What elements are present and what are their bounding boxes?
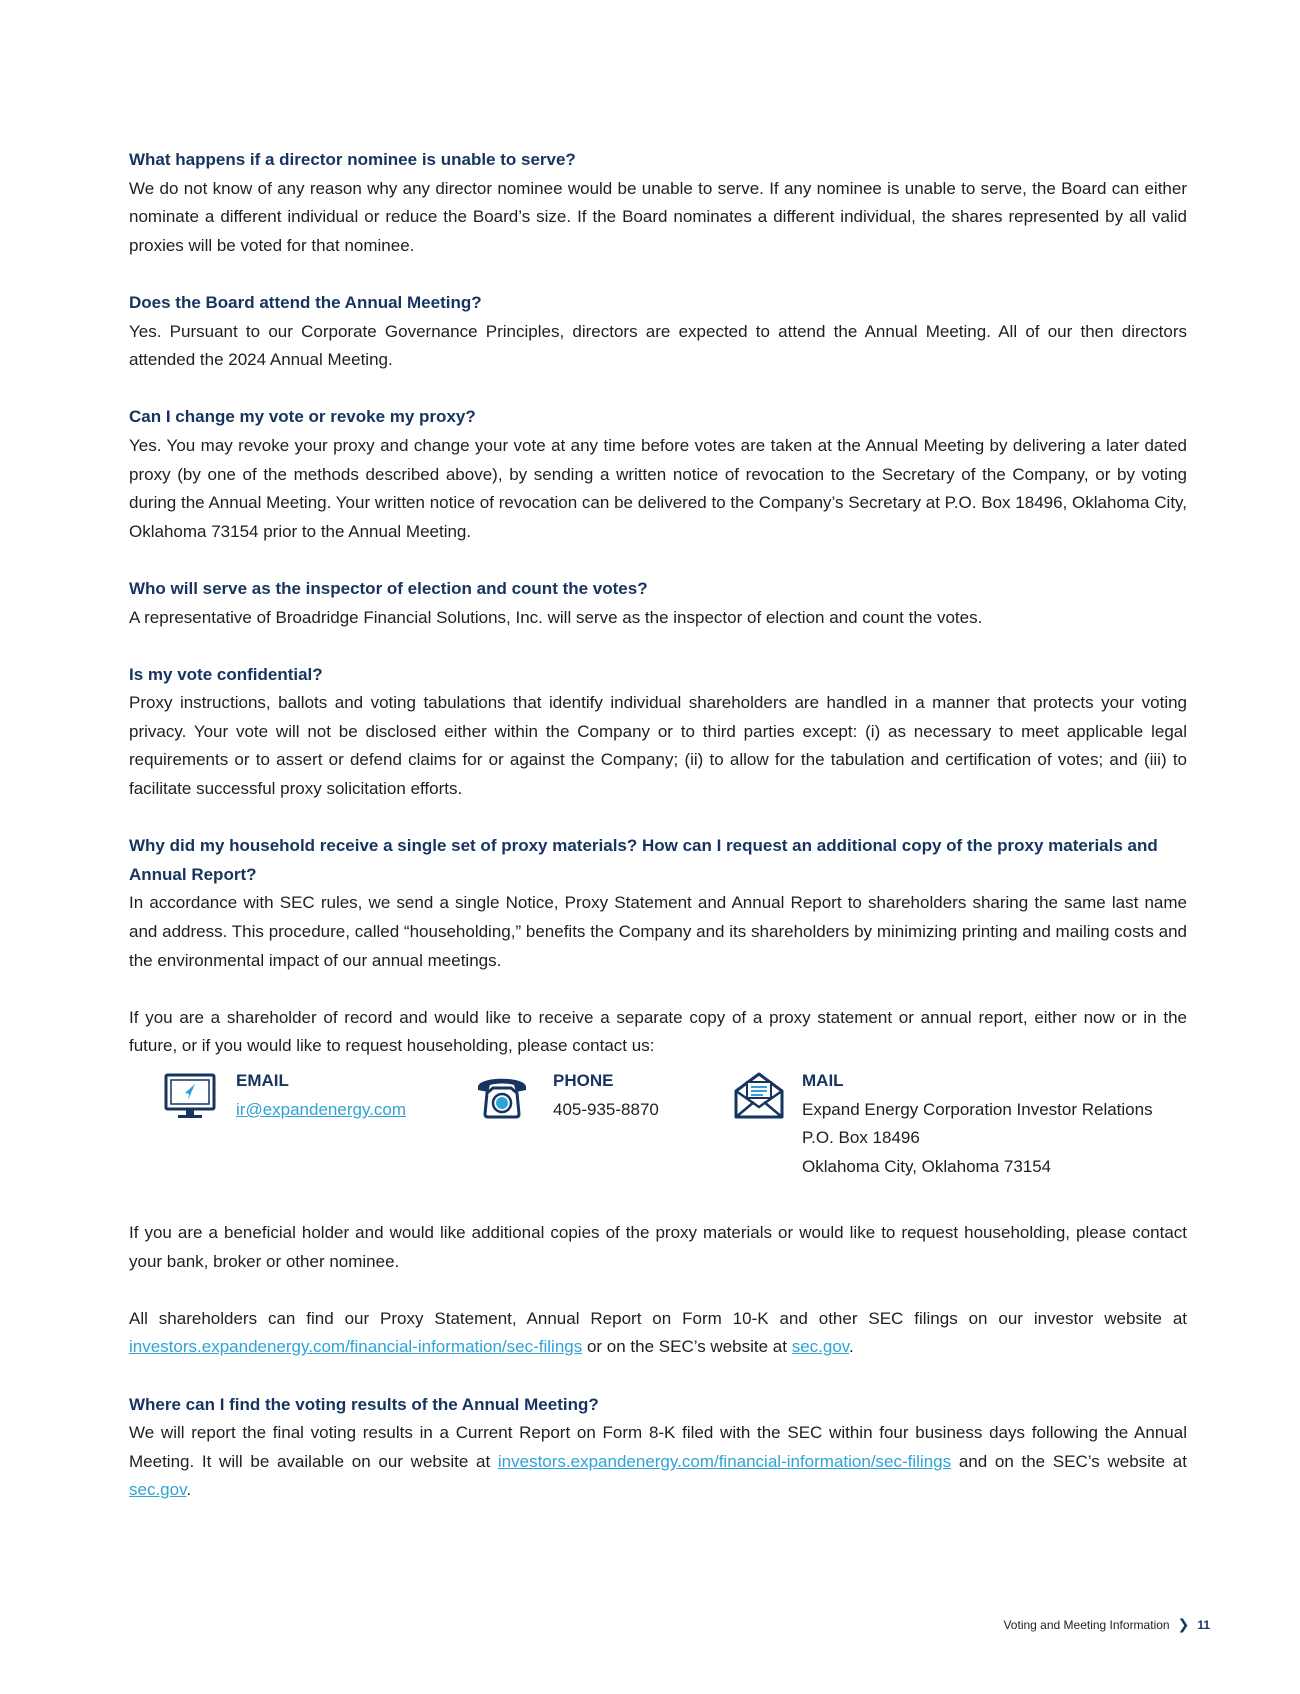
computer-monitor-icon <box>164 1073 216 1121</box>
faq-nominee <box>129 146 1187 260</box>
question-heading: Who will serve as the inspector of election and count the votes? <box>129 578 648 598</box>
telephone-icon <box>475 1071 529 1119</box>
mail-address-line: P.O. Box 18496 <box>802 1128 920 1148</box>
answer-text: A representative of Broadridge Financial Solutions, Inc. will serve as the inspector of election and count the votes. <box>129 607 983 627</box>
answer-text: In accordance with SEC rules, we send a single Notice, Proxy Statement and Annual Report to shareholders sharing the same last name and address. This procedure, called “householding,” benefits the Company and its shareholders by minimizing printing and mailing costs and the environmental impact of our annual meetings. <box>129 893 1187 970</box>
question-heading: Can I change my vote or revoke my proxy? <box>129 407 476 427</box>
contact-email <box>236 1067 406 1124</box>
sec-filings-paragraph: All shareholders can find our Proxy Statement, Annual Report on Form 10-K and other SEC filings on our investor website at investors.expandenergy.com/financial-information/sec-filings or on the SEC’s website at sec.gov. <box>129 1308 1187 1357</box>
answer-text: We do not know of any reason why any director nominee would be unable to serve. If any nominee is unable to serve, the Board can either nominate a different individual or reduce the Board’s size. If the Board nominates a different individual, the shares represented by all valid proxies will be voted for that nominee. <box>129 178 1187 255</box>
question-heading: Does the Board attend the Annual Meeting? <box>129 292 482 312</box>
answer-text: Proxy instructions, ballots and voting tabulations that identify individual shareholders are handled in a manner that protects your voting privacy. Your vote will not be disclosed either within the Company or to third parties except: (i) as necessary to meet applicable legal requirements or to assert or defend claims for or against the Company; (ii) to allow for the tabulation and certification of votes; and (iii) to facilitate successful proxy solicitation efforts. <box>129 693 1187 799</box>
beneficial-holder-text: If you are a beneficial holder and would like additional copies of the proxy materials or would like to request householding, please contact your bank, broker or other nominee. <box>129 1223 1187 1271</box>
faq-board-attendance <box>129 289 1187 375</box>
phone-number: 405-935-8870 <box>553 1099 659 1119</box>
investor-website-link[interactable]: investors.expandenergy.com/financial-information/sec-filings <box>497 1451 952 1471</box>
answer-text: Yes. You may revoke your proxy and change your vote at any time before votes are taken at the Annual Meeting by delivering a later dated proxy (by one of the methods described above), by sending a written notice of revocation to the Secretary of the Company, or by voting during the Annual Meeting. Your written notice of revocation can be delivered to the Company’s Secretary at P.O. Box 18496, Oklahoma City, Oklahoma 73154 prior to the Annual Meeting. <box>129 435 1187 541</box>
faq-revoke-proxy <box>129 403 1187 546</box>
question-heading: Where can I find the voting results of the Annual Meeting? <box>129 1394 599 1414</box>
mail-address-line: Oklahoma City, Oklahoma 73154 <box>802 1156 1052 1176</box>
question-heading: What happens if a director nominee is unable to serve? <box>129 150 576 169</box>
email-link[interactable]: ir@expandenergy.com <box>236 1099 407 1119</box>
faq-inspector <box>129 575 1187 632</box>
mail-address-line: Expand Energy Corporation Investor Relations <box>802 1099 1153 1119</box>
page-footer <box>1003 1616 1210 1633</box>
investor-website-link[interactable]: investors.expandenergy.com/financial-information/sec-filings <box>129 1337 583 1357</box>
answer-text: Yes. Pursuant to our Corporate Governance Principles, directors are expected to attend the Annual Meeting. All of our then directors attended the 2024 Annual Meeting. <box>129 321 1187 370</box>
mail-label: MAIL <box>802 1071 844 1090</box>
faq-voting-results <box>129 1391 1187 1505</box>
sec-gov-link[interactable]: sec.gov <box>129 1480 187 1500</box>
page-number: 11 <box>1197 1617 1210 1632</box>
sec-gov-link[interactable]: sec.gov <box>791 1337 850 1357</box>
footer-section-title: Voting and Meeting Information <box>1003 1617 1170 1632</box>
contact-phone <box>553 1067 659 1124</box>
envelope-icon <box>733 1071 785 1121</box>
chevron-right-icon: ❯ <box>1177 1616 1190 1632</box>
phone-label: PHONE <box>553 1071 614 1090</box>
faq-householding <box>129 832 1187 1061</box>
question-heading: Why did my household receive a single set of proxy materials? How can I request an additional copy of the proxy materials and Annual Report? <box>129 836 1158 884</box>
faq-confidential <box>129 661 1187 804</box>
answer-text: We will report the final voting results in a Current Report on Form 8-K filed with the SEC within four business days following the Annual Meeting. It will be available on our website at investors.expandenergy.com/financial-information/sec-filings and on the SEC’s website at sec.gov. <box>129 1423 1187 1500</box>
page-content <box>129 146 1187 1505</box>
question-heading: Is my vote confidential? <box>129 664 323 684</box>
contact-mail <box>802 1067 1153 1181</box>
email-label: EMAIL <box>236 1071 289 1090</box>
answer-text: If you are a shareholder of record and would like to receive a separate copy of a proxy statement or annual report, either now or in the future, or if you would like to request householding, please contact us: <box>129 1007 1187 1056</box>
contact-block <box>129 1067 1187 1219</box>
